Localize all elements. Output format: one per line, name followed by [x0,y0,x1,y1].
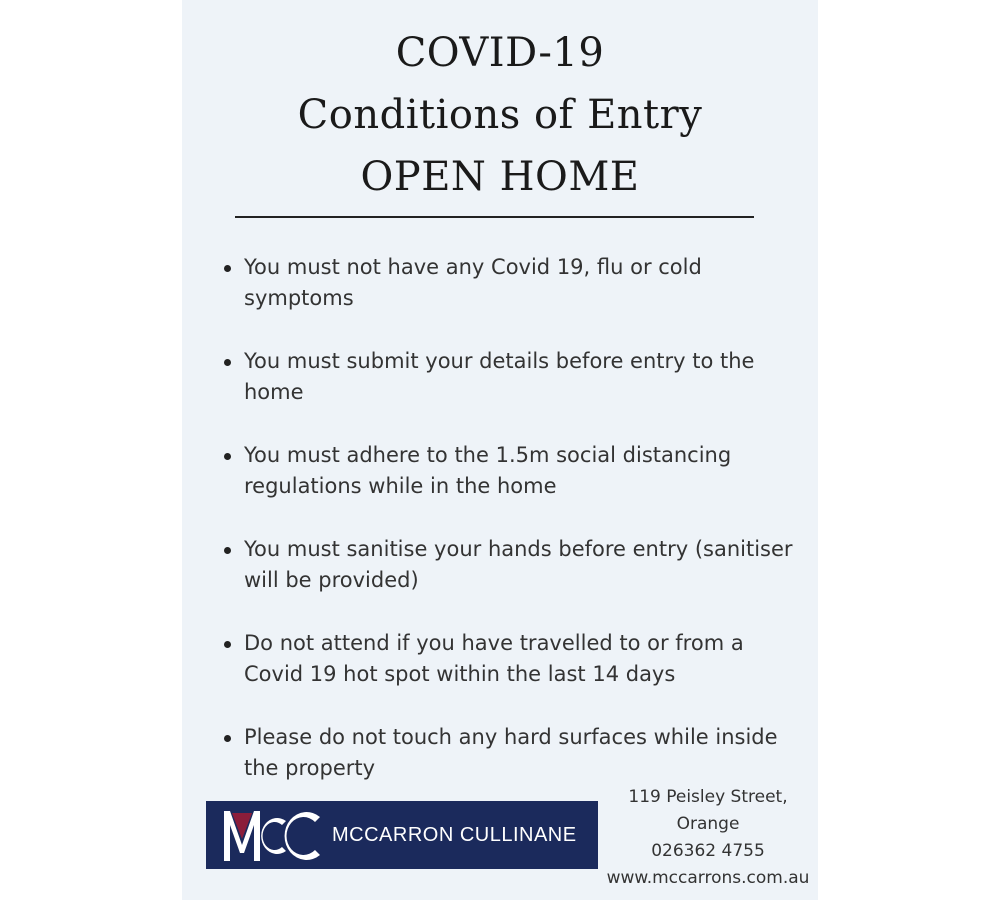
condition-text: Please do not touch any hard surfaces while inside the property [244,725,778,780]
mcc-monogram-icon [220,805,324,865]
title-divider [235,216,754,218]
title-block [182,22,818,208]
phone-number: 026362 4755 [651,841,765,861]
condition-item [224,440,804,502]
condition-text: You must not have any Covid 19, flu or cold symptoms [244,255,702,310]
bullet-icon [224,265,231,272]
bullet-icon [224,547,231,554]
company-logo [206,801,598,869]
contact-block [602,784,814,892]
condition-item [224,346,804,408]
bullet-icon [224,359,231,366]
condition-item [224,252,804,314]
title-open-home: OPEN HOME [360,154,640,200]
bullet-icon [224,453,231,460]
condition-text: You must submit your details before entry to the home [244,349,755,404]
condition-item [224,722,804,784]
condition-text: Do not attend if you have travelled to or from a Covid 19 hot spot within the last 14 days [244,631,744,686]
address-town: Orange [676,814,740,834]
bullet-icon [224,641,231,648]
poster [182,0,818,900]
condition-item [224,628,804,690]
title-conditions: Conditions of Entry [297,92,703,138]
condition-text: You must adhere to the 1.5m social distancing regulations while in the home [244,443,732,498]
conditions-list [224,252,804,816]
website-link[interactable]: www.mccarrons.com.au [606,868,810,888]
title-covid: COVID-19 [395,30,605,76]
address-street: 119 Peisley Street, [628,787,788,807]
condition-text: You must sanitise your hands before entry (sanitiser will be provided) [244,537,793,592]
company-name: MCCARRON CULLINANE [332,823,577,846]
condition-item [224,534,804,596]
bullet-icon [224,735,231,742]
